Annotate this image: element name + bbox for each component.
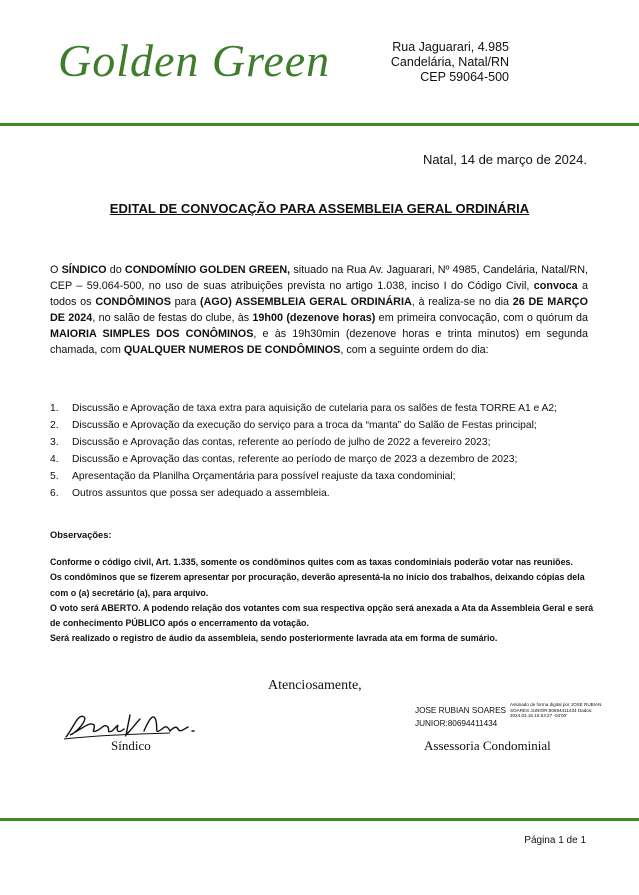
agenda-item <box>50 434 595 451</box>
observations-heading: Observações: <box>50 530 112 540</box>
observations-block <box>50 555 598 647</box>
agenda-item-number: 6. <box>50 488 59 499</box>
agenda-item-text: Discussão e Aprovação de taxa extra para aquisição de cutelaria para os salões de festa TORRE A1 e A2; <box>72 403 558 414</box>
role-sindico: Síndico <box>111 738 151 753</box>
paragraph-bold-run: convoca <box>533 280 578 293</box>
agenda-item-number: 4. <box>50 454 59 465</box>
digital-signer-name: JOSE RUBIAN SOARES <box>415 706 506 715</box>
paragraph-text-run: situado na Rua Av. Jaguarari, Nº 4985, Candelária, Natal/RN, CEP – 59.064-500, no uso de suas atribuições prevista no artigo 1.038, inciso I do Código Civil, <box>50 264 588 293</box>
agenda-item-text: Outros assuntos que possa ser adequado a assembleia. <box>72 488 330 499</box>
paragraph-bold-run: MAIORIA SIMPLES DOS CONÔMINOS <box>50 328 254 341</box>
address-line-city: Candelária, Natal/RN <box>390 55 509 69</box>
agenda-item <box>50 485 595 502</box>
paragraph-text-run: para <box>170 296 200 309</box>
address-line-postcode: CEP 59064-500 <box>420 70 509 84</box>
agenda-list <box>50 400 595 502</box>
agenda-item-number: 3. <box>50 437 59 448</box>
company-logo: Golden Green <box>58 35 331 86</box>
convocation-paragraph <box>50 262 588 359</box>
address-line-street: Rua Jaguarari, 4.985 <box>392 40 509 54</box>
digital-signature-stamp <box>415 704 605 730</box>
paragraph-bold-run: CONDOMÍNIO GOLDEN GREEN, <box>124 264 291 276</box>
agenda-item <box>50 451 595 468</box>
closing-salutation: Atenciosamente, <box>268 678 362 693</box>
paragraph-text-run: O <box>50 264 62 276</box>
observation-item: Será realizado o registro de áudio da assembleia, sendo posteriormente lavrada ata em forma de sumário. <box>50 633 498 644</box>
paragraph-text-run: , à realiza-se no dia <box>411 296 513 309</box>
paragraph-bold-run: SÍNDICO <box>61 264 107 276</box>
paragraph-bold-run: 26 DE MARÇO DE 2024 <box>50 296 588 325</box>
observation-item: O voto será ABERTO. A podendo relação dos votantes com sua respectiva opção será anexada a Ata da Assembleia Geral e será de conhecimento PÚBLICO após o encerramento da votação. <box>50 602 594 629</box>
digital-signature-details: Assinado de forma digital por JOSE RUBIAN SOARES JUNIOR:80694411434 Dados: 2024.03.15 15:53:27 -03'00' <box>510 702 602 719</box>
observation-item: Os condôminos que se fizerem apresentar por procuração, deverão apresentá-la no início dos trabalhos, deixando cópias dela com o (a) secretário (a), para arquivo. <box>50 572 585 598</box>
paragraph-text-run: , com a seguinte ordem do dia: <box>340 344 489 357</box>
paragraph-text-run: , no salão de festas do clube, às <box>92 312 253 325</box>
agenda-item-text: Apresentação da Planilha Orçamentária para possível reajuste da taxa condominial; <box>72 471 456 482</box>
agenda-item-text: Discussão e Aprovação das contas, referente ao período de julho de 2022 a fevereiro 2023; <box>72 437 491 448</box>
paragraph-text-run: em primeira convocação, com o quórum da <box>375 312 589 325</box>
document-date: Natal, 14 de março de 2024. <box>422 152 587 167</box>
paragraph-text-run: a todos os <box>50 280 588 309</box>
digital-signer-id: JUNIOR:80694411434 <box>415 719 498 728</box>
role-assessoria: Assessoria Condominial <box>424 738 551 753</box>
agenda-item <box>50 400 595 417</box>
agenda-item-text: Discussão e Aprovação das contas, referente ao período de março de 2023 a dezembro de 2023; <box>72 454 518 465</box>
agenda-item <box>50 468 595 485</box>
agenda-item-number: 1. <box>50 403 59 414</box>
header-divider <box>0 123 639 126</box>
agenda-item-number: 2. <box>50 420 59 431</box>
paragraph-text-run: , e às 19h30min (dezenove horas e trinta minutos) em segunda chamada, com <box>50 328 588 357</box>
footer-divider <box>0 818 639 821</box>
paragraph-bold-run: CONDÔMINOS <box>95 296 171 309</box>
company-address <box>391 40 509 85</box>
agenda-item-text: Discussão e Aprovação da execução do serviço para a troca da “manta” do Salão de Festas principal; <box>72 420 537 431</box>
agenda-item-number: 5. <box>50 471 59 482</box>
paragraph-text-run: do <box>106 264 125 276</box>
document-title: EDITAL DE CONVOCAÇÃO PARA ASSEMBLEIA GERAL ORDINÁRIA <box>109 201 530 216</box>
observation-item: Conforme o código civil, Art. 1.335, somente os condôminos quites com as taxas condominiais poderão votar nas reuniões. <box>50 557 573 567</box>
paragraph-bold-run: (AGO) ASSEMBLEIA GERAL ORDINÁRIA <box>200 296 412 309</box>
paragraph-bold-run: QUALQUER NUMEROS DE CONDÔMINOS <box>123 344 341 357</box>
agenda-item <box>50 417 595 434</box>
page-number: Página 1 de 1 <box>524 835 586 846</box>
paragraph-bold-run: 19h00 (dezenove horas) <box>252 312 376 325</box>
